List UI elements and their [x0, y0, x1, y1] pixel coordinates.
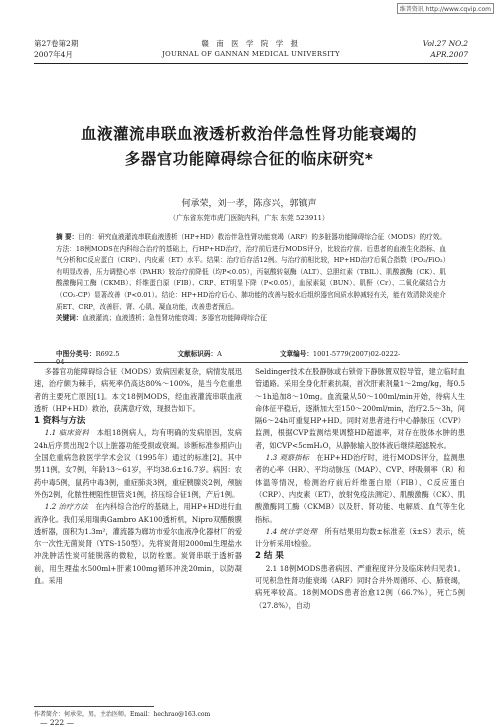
section-1-1 — [34, 427, 242, 501]
section-1-2 — [34, 501, 242, 587]
watermark: 维普资讯 http://www.cqvip.com — [397, 3, 494, 14]
date-en: APR.2007 — [430, 50, 468, 59]
keywords-text: 血液灌流；血液透析；急性肾功能衰竭；多器官功能障碍综合征 — [82, 314, 267, 323]
header-center — [34, 38, 468, 60]
abstract-label: 摘 要： — [56, 233, 79, 241]
title-line-2: 多器官功能障碍综合征的临床研究* — [124, 150, 374, 168]
section-1-3-label: 1.3 观察指标 — [265, 453, 310, 463]
section-1-1-text: 本组18例病人，均有明确的发病原因，发病24h后序贯出现2个以上脏器功能受损或衰竭。诊断标准参照庐山全国危重病急救医学学术会议（1995年）通过的标准[2]。其中男11例，女7例，年龄13～61岁，平均38.6±16.7岁。病因：农药中毒5例，鼠药中毒3例，重症肺炎3例，重症胰腺炎2例，颅脑外伤2例，化脓性梗阻性胆管炎1例，挤压综合征1例，产后1例。 — [34, 428, 242, 499]
title-line-1: 血液灌流串联血液透析救治伴急性肾功能衰竭的 — [80, 125, 417, 143]
left-column — [34, 366, 242, 587]
section-1-2-label: 1.2 治疗方法 — [44, 502, 89, 512]
keywords-label: 关键词： — [56, 314, 83, 323]
article-id-value: 1001-5779(2007)02-0222-04 — [56, 350, 401, 366]
authors: 何承荣，刘一孝，陈彦兴，郭镇声 — [181, 199, 317, 209]
volume-en: Vol.27 NO.2 — [422, 39, 468, 48]
affiliation: （广东省东莞市虎门医院内科，广东 东莞 523911） — [169, 214, 329, 222]
doc-code-label: 文献标识码： — [177, 350, 218, 358]
section-2-heading: 2 结 果 — [255, 551, 284, 562]
right-column — [255, 366, 465, 612]
section-1-3 — [255, 452, 465, 526]
footnote-rule — [34, 706, 154, 707]
section-1-1-label: 1.1 临床资料 — [44, 428, 90, 438]
section-1-4-label: 1.4 统计学处理 — [265, 526, 318, 536]
clc-value: R692.5 — [95, 350, 120, 358]
header-rule — [34, 63, 468, 64]
abstract — [56, 232, 446, 325]
section-1-3-text: 在HP+HD治疗时，进行MODS评分，监测患者的心率（HR）、平均动脉压（MAP）、CVP、呼吸频率（R）和体温等情况，检测治疗前后纤维蛋白原（FIB）、C反应蛋白（CRP）、内皮素（ET），放射免疫法测定）、肌酸激酶（CK）、肌酸激酶同工酶（CKMB）以及肝、肾功能、电解质、血气等生化指标。 — [255, 453, 465, 524]
article-id-label: 文章编号： — [279, 350, 313, 358]
section-1-heading: 1 资料与方法 — [34, 416, 86, 427]
abstract-text: 目的：研究血液灌流串联血液透析（HP+HD）救治伴急性肾功能衰竭（ARF）的多脏器功能障碍综合征（MODS）的疗效。方法：18例MODS在内科综合治疗的基础上，行HP+HD治疗，治疗前后进行MODS评分，比较治疗前、后患者的血液生化指标、血气分析和C反应蛋白（CRP）、内皮素（ET）水平。结果：治疗后存活12例。与治疗前相比较，HP+HD治疗后氧合指数（PO₂/FiO₂）有明显改善，压力调整心率（PAHR）较治疗前降低（均P<0.05），丙氨酸转氨酶（ALT）、总胆红素（TBIL）、肌酸激酶（CK）、肌酸激酶同工酶（CKMB）、纤维蛋白原（FIB）、CRP、ET明显下降（P<0.05），血尿素氮（BUN）、肌酐（Cr）、二氧化碳结合力（CO₂-CP）显著改善（P<0.01）。结论：HP+HD治疗后心、肺功能的改善与脱水后组织器官间质水肿减轻有关，能有效清除炎症介质ET、CRP，改善肝、肾、心肌、凝血功能，改善患者预后。 — [56, 233, 446, 311]
section-2-1: 2.1 18例MODS患者病因、严重程度评分及临床转归见表1。可见积急性肾功能衰竭（ARF）同时合并外周循环、心、肺衰竭，病死率较高。18例MODS患者治愈12例（66.7%），死亡5例（27.8%），自动 — [255, 563, 465, 610]
journal-cn: 赣 南 医 学 院 学 报 — [201, 39, 301, 48]
method-continuation: Seldinger技术在股静脉或右锁骨下静脉置双腔导管，建立临时血管通路。采用全身化肝素抗凝，首次肝素剂量1～2mg/kg，每0.5～1h追加8～10mg。血流量从50～100ml/min开始，待病人生命体征平稳后，逐渐加大至150～200ml/min，治疗2.5～3h，间隔6～24h可重复HP+HD。同时对患者进行中心静脉压（CVP）监测，根据CVP监测结果调整HD超滤率，对存在肢体水肿的患者，如CVP<5cmH₂O，从静脉输入胶体液后继续超滤脱水。 — [255, 367, 465, 450]
journal-en: JOURNAL OF GANNAN MEDICAL UNIVERSITY — [162, 50, 340, 58]
section-1-4 — [255, 526, 465, 551]
page-number: — 222 — — [40, 718, 75, 727]
intro-paragraph: 多器官功能障碍综合征（MODS）致病因素复杂，病情发展迅速，治疗颇为棘手，病死率仍高达80%～100%，是当今危重患者的主要死亡原因[1]。本文18例MODS，经血液灌流串联血液透析（HP+HD）救治，获满意疗效，现报告如下。 — [34, 367, 242, 413]
date-cn: 2007年4月 — [34, 50, 73, 59]
clc-label: 中图分类号： — [56, 350, 96, 358]
divider — [34, 362, 468, 363]
volume-cn: 第27卷第2期 — [34, 39, 79, 48]
footnote: 作者简介：何承荣，男，主治医师。Email：hechrao@163.com — [34, 711, 211, 718]
section-1-2-text: 在内科综合治疗的基础上，用HP+HD进行血液净化。我们采用瑞典Gambro AK100透析机，Nipro双醋酸膜透析器，面积为1.3m²，灌流器为廊坊市爱尔血液净化器材厂的爱尔一次性无菌炭肾（YTS-150型）。先将炭肾用2000ml生理盐水冲洗肿活性炭可能脱落的微粒，以防栓塞。炭肾串联于透析器前，用生理盐水500ml+肝素100mg循环冲洗20min，以防凝血。采用 — [34, 502, 243, 586]
section-1-4-text: 所有结果用均数±标准差（x̄±S）表示，统计分析采用t检验。 — [255, 526, 465, 549]
article-meta — [56, 348, 446, 366]
doc-code-value: A — [217, 350, 222, 358]
header-right — [423, 38, 468, 60]
